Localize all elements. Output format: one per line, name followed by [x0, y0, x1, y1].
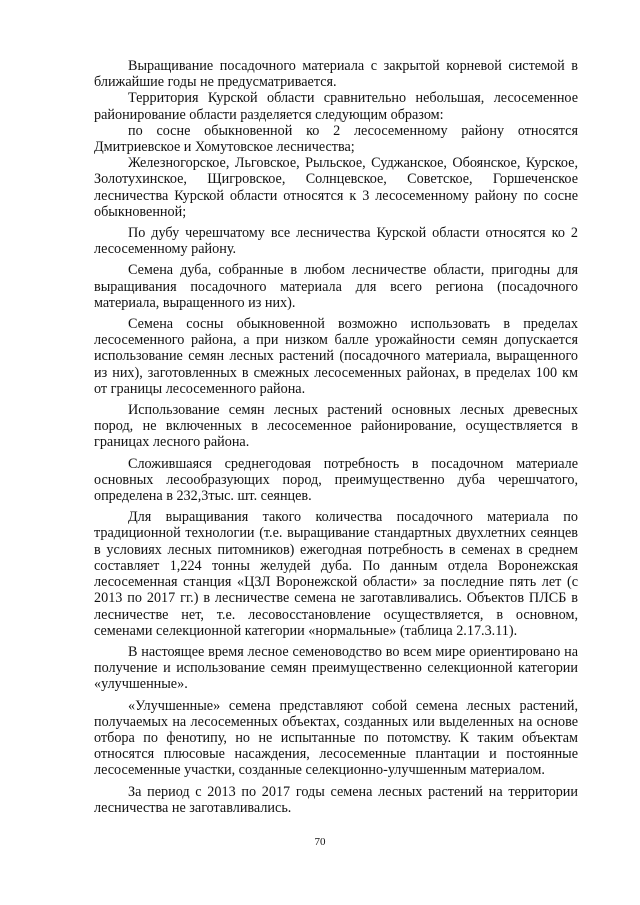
paragraph-oak-district: По дубу черешчатому все лесничества Курской области относятся ко 2 лесосеменному району.: [94, 225, 578, 258]
paragraph-annual-demand: Сложившаяся среднегодовая потребность в посадочном материале основных лесообразующих пород, преимущественно дуба черешчатого, определена в 232,3тыс. шт. сеянцев.: [94, 455, 578, 505]
paragraph-pine-seeds: Семена сосны обыкновенной возможно использовать в пределах лесосеменного района, а при низком балле урожайности семян допускается использование семян лесных растений (посадочного материала, выращенного из них), заготовленных в смежных лесосеменных районах, в пределах 100 км от границы лесосеменного района.: [94, 316, 578, 397]
paragraph-improved-seeds: «Улучшенные» семена представляют собой семена лесных растений, получаемых на лесосеменных объектах, созданных или выделенных на основе отбора по фенотипу, но не испытанные по потомству. К таким объектам относятся плюсовые насаждения, лесосеменные плантации и постоянные лесосеменные участки, созданные селекционно-улучшенным материалом.: [94, 697, 578, 779]
paragraph-oak-seeds: Семена дуба, собранные в любом лесничестве области, пригодны для выращивания посадочного материала для всего региона (посадочного материала, выращенного из них).: [94, 262, 578, 311]
paragraph-seed-orientation: В настоящее время лесное семеноводство во всем мире ориентировано на получение и использование семян преимущественно селекционной категории «улучшенные».: [94, 643, 578, 693]
paragraph-closed-root-system: Выращивание посадочного материала с закрытой корневой системой в ближайшие годы не предусматривается.: [94, 58, 578, 91]
paragraph-other-species: Использование семян лесных растений основных лесных древесных пород, не включенных в лесосеменное районирование, осуществляется в границах лесного района.: [94, 402, 578, 451]
page-number: 70: [314, 836, 326, 848]
body-text: [94, 58, 578, 816]
paragraph-pine-district-2: по сосне обыкновенной ко 2 лесосеменному району относятся Дмитриевское и Хомутовское лесничества;: [94, 122, 578, 156]
paragraph-pine-district-3: Железногорское, Льговское, Рыльское, Суджанское, Обоянское, Курское, Золотухинское, Щигровское, Солнцевское, Советское, Горшеченское лесничества Курской области относятся к 3 лесосеменному району по сосне обыкновенной;: [94, 155, 578, 220]
paragraph-territory: Территория Курской области сравнительно небольшая, лесосеменное районирование области разделяется следующим образом:: [94, 90, 578, 123]
paragraph-no-harvest: За период с 2013 по 2017 годы семена лесных растений на территории лесничества не заготавливались.: [94, 783, 578, 816]
paragraph-seed-requirement: Для выращивания такого количества посадочного материала по традиционной технологии (т.е. выращивание стандартных двухлетних сеянцев в условиях лесных питомников) ежегодная потребность в семенах в среднем составляет 1,224 тонны желудей дуба. По данным отдела Воронежская лесосеменная станция «ЦЗЛ Воронежской области» за последние пять лет (с 2013 по 2017 гг.) в лесничестве семена не заготавливались. Объектов ПЛСБ в лесничестве нет, т.е. лесовосстановление осуществляется, в основном, семенами селекционной категории «нормальные» (таблица 2.17.3.11).: [94, 509, 578, 639]
